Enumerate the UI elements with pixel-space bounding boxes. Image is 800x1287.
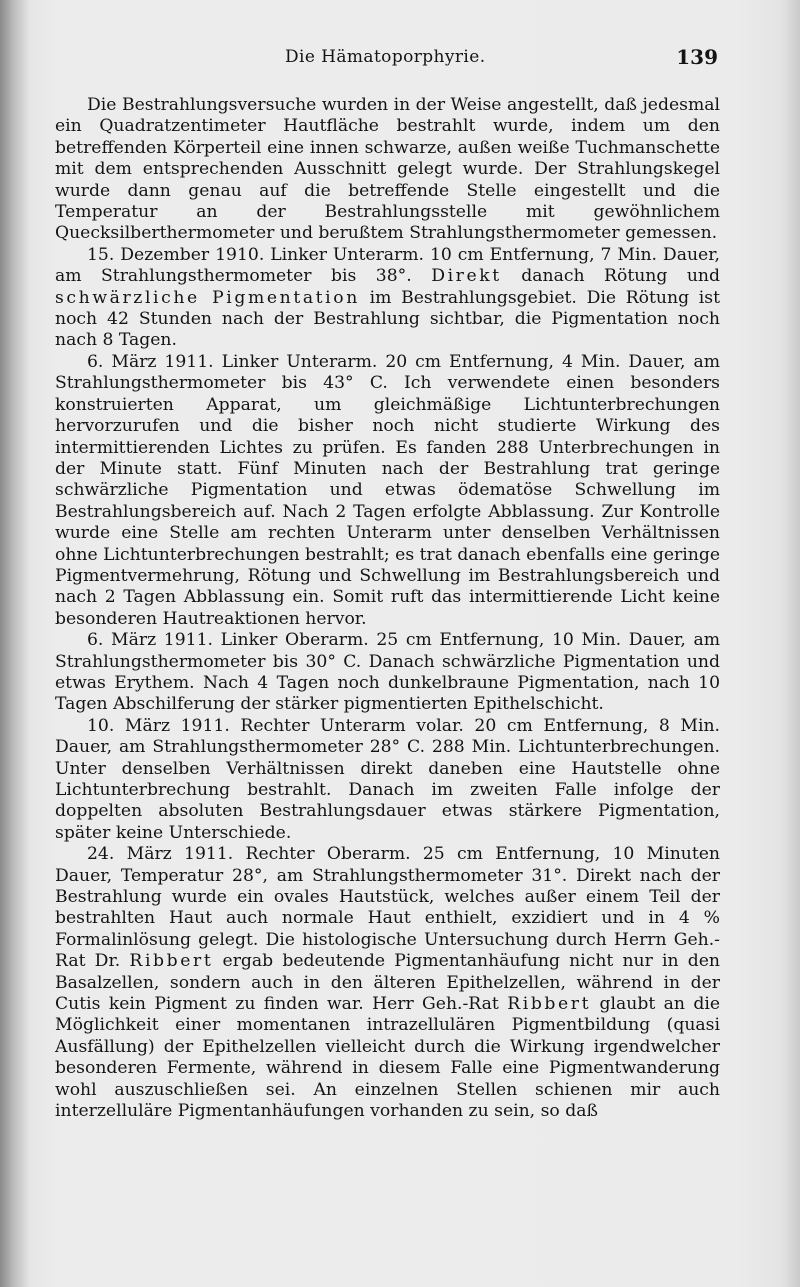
paragraph-experiment-mar-10-1911 (55, 716, 720, 844)
paragraph-text: im Bestrahlungsgebiet. Die Rötung ist noch 42 Stunden nach der Bestrahlung sichtbar, die Pigmentation noch nach 8 Tagen. (55, 287, 721, 351)
emphasis-name: Ribbert (129, 951, 214, 972)
paragraph-text: 10. März 1911. Rechter Unterarm volar. 20 cm Entfernung, 8 Min. Dauer, am Strahlungsthermometer 28° C. 288 Min. Lichtunterbrechungen. Unter denselben Verhältnissen direkt daneben eine Hautstelle ohne Lichtunterbrechung bestrahlt. Danach im zweiten Falle infolge der doppelten absoluten Bestrahlungsdauer etwas stärkere Pigmentation, später keine Unterschiede. (55, 715, 720, 843)
paragraph-experiment-mar-6-1911-oberarm (55, 630, 720, 716)
paragraph-text: danach Rötung und (501, 266, 721, 287)
paragraph-text: 15. Dezember 1910. Linker Unterarm. 10 cm Entfernung, 7 Min. Dauer, am Strahlungsthermometer bis 38°. (55, 244, 720, 287)
running-title: Die Hämatoporphyrie. (285, 47, 486, 67)
paragraph-experiment-dec-15-1910 (55, 245, 720, 352)
body-text (55, 95, 720, 1123)
paragraph-method (55, 95, 720, 245)
paragraph-text: ergab bedeutende Pigmentanhäufung nicht nur in den Basalzellen, sondern auch in den älteren Epithelzellen, während in der Cutis kein Pigment zu finden war. Herr Geh.-Rat (55, 951, 721, 1015)
paragraph-text: 6. März 1911. Linker Unterarm. 20 cm Entfernung, 4 Min. Dauer, am Strahlungsthermometer bis 43° C. Ich verwendete einen besonders konstruierten Apparat, um gleichmäßige Lichtunterbrechungen hervorzurufen und die bisher noch nicht studierte Wirkung des intermittierenden Lichtes zu prüfen. Es fanden 288 Unterbrechungen in der Minute statt. Fünf Minuten nach der Bestrahlung trat geringe schwärzliche Pigmentation und etwas ödematöse Schwellung im Bestrahlungsbereich auf. Nach 2 Tagen erfolgte Abblassung. Zur Kontrolle wurde eine Stelle am rechten Unterarm unter denselben Verhältnissen ohne Lichtunterbrechungen bestrahlt; es trat danach ebenfalls eine geringe Pigmentvermehrung, Rötung und Schwellung im Bestrahlungsbereich und nach 2 Tagen Abblassung ein. Somit ruft das intermittierende Licht keine besonderen Hautreaktionen hervor. (55, 351, 720, 629)
paragraph-experiment-mar-6-1911-unterarm (55, 352, 720, 630)
paragraph-text: 6. März 1911. Linker Oberarm. 25 cm Entfernung, 10 Min. Dauer, am Strahlungsthermometer bis 30° C. Danach schwärzliche Pigmentation und etwas Erythem. Nach 4 Tagen noch dunkelbraune Pigmentation, nach 10 Tagen Abschilferung der stärker pigmentierten Epithelschicht. (55, 630, 720, 715)
page-number: 139 (676, 45, 718, 69)
page-edge-shadow (780, 0, 800, 1287)
emphasis-text: schwärzliche Pigmentation (55, 287, 360, 308)
paragraph-text: 24. März 1911. Rechter Oberarm. 25 cm Entfernung, 10 Minuten Dauer, Temperatur 28°, am Strahlungsthermometer 31°. Direkt nach der Bestrahlung wurde ein ovales Hautstück, welches außer einem Teil der bestrahlten Haut auch normale Haut enthielt, exzidiert und in 4 % Formalinlösung gelegt. Die histologische Untersuchung durch Herrn Geh.-Rat Dr. (55, 844, 720, 972)
paragraph-experiment-mar-24-1911 (55, 844, 720, 1122)
emphasis-text: Direkt (431, 266, 502, 287)
page-header (55, 45, 720, 73)
emphasis-name: Ribbert (507, 994, 592, 1015)
paragraph-text: Die Bestrahlungsversuche wurden in der Weise angestellt, daß jedesmal ein Quadratzentimeter Hautfläche bestrahlt wurde, indem um den betreffenden Körperteil eine innen schwarze, außen weiße Tuchmanschette mit dem entsprechenden Ausschnitt gelegt wurde. Der Strahlungskegel wurde dann genau auf die betreffende Stelle eingestellt und die Temperatur an der Bestrahlungsstelle mit gewöhnlichem Quecksilberthermometer und berußtem Strahlungsthermometer gemessen. (55, 95, 720, 244)
paragraph-text: glaubt an die Möglichkeit einer momentanen intrazellulären Pigmentbildung (quasi Ausfällung) der Epithelzellen vielleicht durch die Wirkung irgendwelcher besonderen Fermente, während in diesem Falle eine Pigmentwanderung wohl auszuschließen sei. An einzelnen Stellen schienen mir auch interzelluläre Pigmentanhäufungen vorhanden zu sein, so daß (55, 994, 720, 1122)
